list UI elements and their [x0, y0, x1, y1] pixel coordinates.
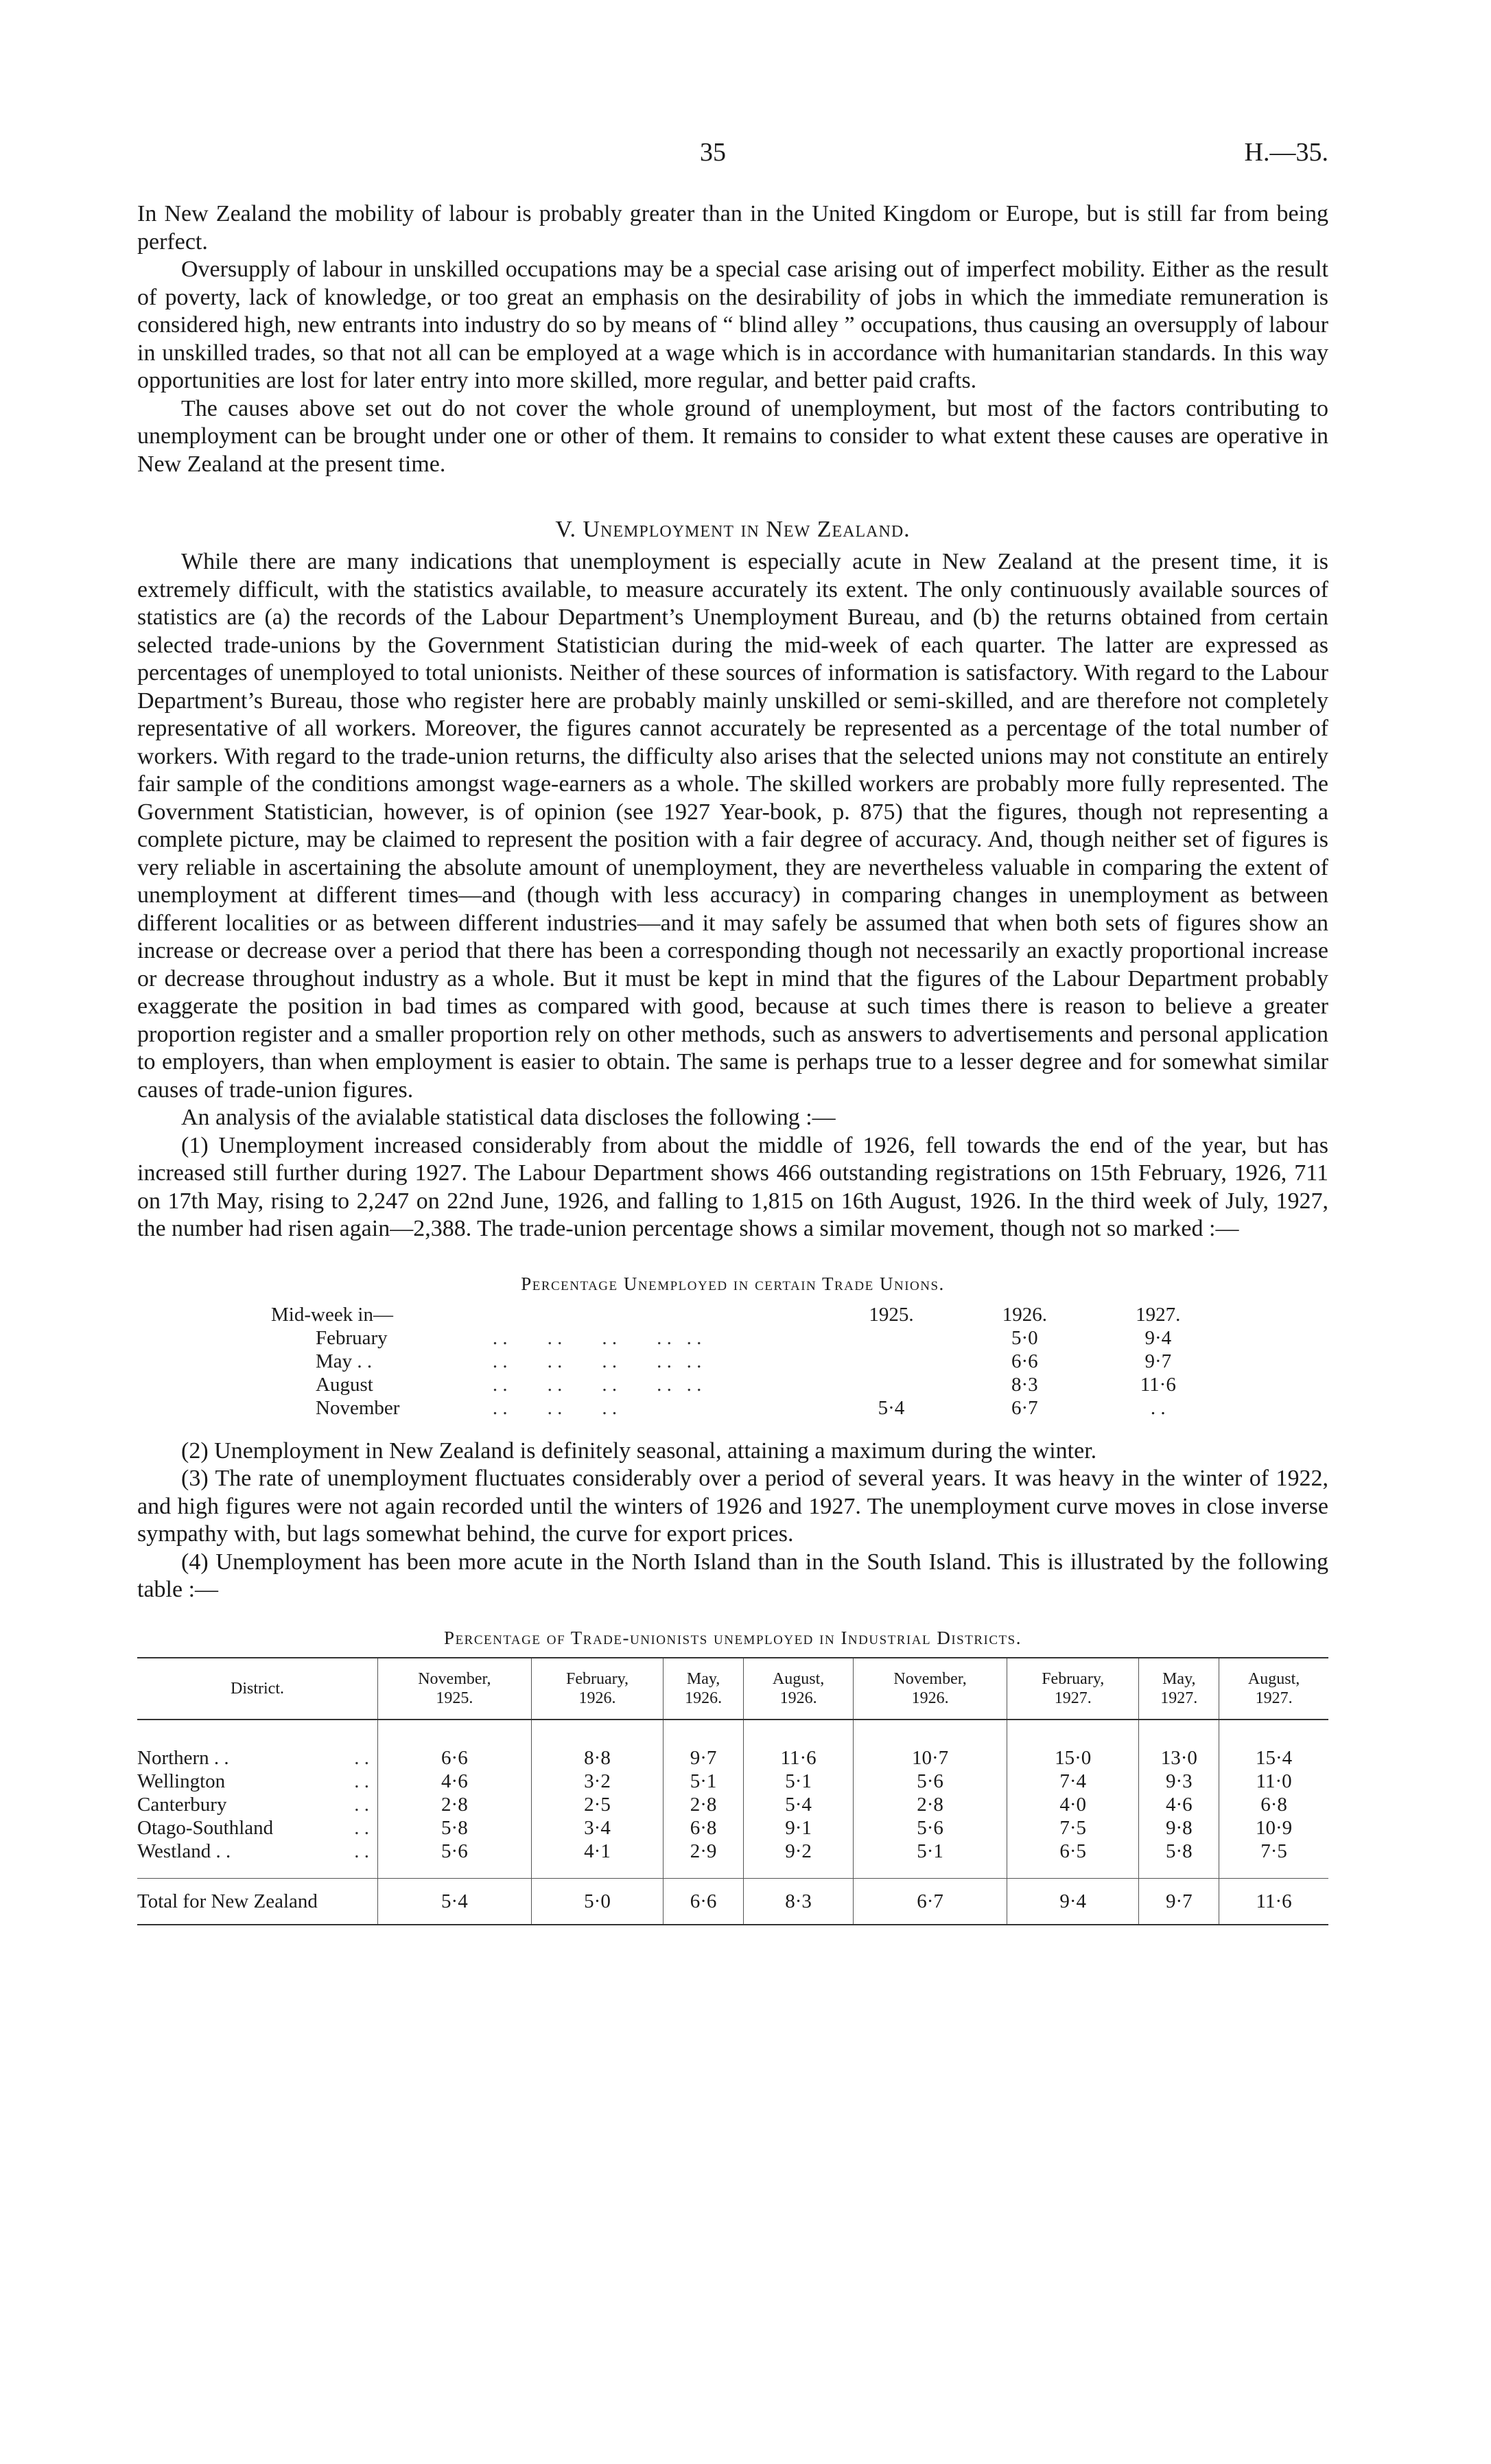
row-label: February [316, 1326, 388, 1349]
cell: 6·8 [1219, 1793, 1328, 1816]
spacer-row [137, 1863, 1328, 1879]
cell: 5·8 [1139, 1840, 1219, 1863]
table-row [271, 1326, 1225, 1350]
page-number: 35 [700, 138, 726, 167]
cell: 3·2 [531, 1770, 664, 1793]
cell: 7·5 [1219, 1840, 1328, 1863]
cell: 7·4 [1007, 1770, 1139, 1793]
cell: 5·6 [854, 1816, 1007, 1840]
cell: 6·6 [378, 1746, 532, 1770]
cell: 11·6 [1219, 1878, 1328, 1925]
cell [825, 1373, 958, 1396]
paragraph: While there are many indications that unemployment is especially acute in New Zealand at the present time, it is extremely difficult, with the statistics available, to measure accurately its extent. The only continuously available sources of statistics are (a) the records of the Labour Department’s Unemployment Bureau, and (b) the returns obtained from certain selected trade-unions by the Government Statistician during the mid-week of each quarter. The latter are expressed as percentages of unemployed to total unionists. Neither of these sources of information is satisfactory. With regard to the Labour Department’s Bureau, those who register here are probably mainly unskilled or semi-skilled, and are therefore not completely representative of all workers. Moreover, the figures cannot accurately be represented as a percentage of the total number of workers. With regard to the trade-union returns, the difficulty also arises that the selected unions may not constitute an entirely fair sample of the conditions amongst wage-earners as a whole. The skilled workers are probably more fully represented. The Government Statistician, however, is of opinion (see 1927 Year-book, p. 875) that the figures, though not representing a complete picture, may be claimed to represent the position with a fair degree of accuracy. And, though neither set of figures is very reliable in ascertaining the absolute amount of unemployment, they are nevertheless valuable in comparing the extent of unemployment at different times—and (though with less accuracy) in comparing changes in unemployment as between different localities or as between different industries—and it may safely be assumed that when both sets of figures show an increase or decrease over a period that there has been a corresponding though not necessarily an exactly proportional increase or decrease throughout industry as a whole. But it must be kept in mind that the figures of the Labour Department probably exaggerate the position in bad times as compared with good, because at such times there is reason to believe a greater proportion register and a smaller proportion rely on other methods, such as answers to advertisements and personal application to employers, than when employment is easier to obtain. The same is perhaps true to a lesser degree and for somewhat similar causes of trade-union figures. [137, 549, 1328, 1103]
table-row [137, 1770, 1328, 1793]
table-caption: Percentage Unemployed in certain Trade Unions. [521, 1273, 945, 1294]
cell [825, 1350, 958, 1373]
cell: 9·7 [664, 1746, 744, 1770]
district-name: Westland . . . . [137, 1840, 369, 1862]
table-row [271, 1373, 1225, 1396]
paragraph: (3) The rate of unemployment fluctuates considerably over a period of several years. It was heavy in the winter of 1922, and high figures were not again recorded until the winters of 1926 and 1927. The unemployment curve moves in close inverse sympathy with, but lags somewhat behind, the curve for export prices. [137, 1466, 1328, 1547]
cell [825, 1326, 958, 1350]
paragraph: In New Zealand the mobility of labour is probably greater than in the United Kingdom or Europe, but is still far from being perfect. [137, 201, 1328, 255]
column-header: November, 1925. [378, 1658, 532, 1720]
row-label: May . . [316, 1350, 373, 1372]
cell: 4·0 [1007, 1793, 1139, 1816]
cell: . . [1150, 1396, 1166, 1419]
paragraph: An analysis of the avialable statistical data discloses the following :— [181, 1105, 836, 1130]
column-header: District. [137, 1658, 378, 1720]
column-header: February, 1927. [1007, 1658, 1139, 1720]
section-heading: V. Unemployment in New Zealand. [555, 517, 911, 542]
total-row [137, 1878, 1328, 1925]
cell: 4·6 [378, 1770, 532, 1793]
dot-leader: . . . . . . . . . . [492, 1373, 702, 1396]
cell: 6·6 [1011, 1350, 1038, 1372]
district-name: Northern . . . . [137, 1746, 369, 1769]
cell: 9·2 [743, 1840, 853, 1863]
cell: 5·1 [743, 1770, 853, 1793]
cell: 6·5 [1007, 1840, 1139, 1863]
cell: 15·0 [1007, 1746, 1139, 1770]
cell: 5·4 [743, 1793, 853, 1816]
cell: 5·6 [854, 1770, 1007, 1793]
district-unemployment-table [137, 1657, 1328, 1925]
table-row [271, 1350, 1225, 1373]
cell: 11·0 [1219, 1770, 1328, 1793]
column-header: May, 1926. [664, 1658, 744, 1720]
cell: 5·8 [378, 1816, 532, 1840]
row-label: August [316, 1373, 373, 1396]
cell: 8·8 [531, 1746, 664, 1770]
cell: 9·1 [743, 1816, 853, 1840]
cell: 8·3 [743, 1878, 853, 1925]
cell: 9·8 [1139, 1816, 1219, 1840]
cell: 5·0 [531, 1878, 664, 1925]
cell: 11·6 [743, 1746, 853, 1770]
spacer-row [137, 1720, 1328, 1746]
cell: 2·8 [378, 1793, 532, 1816]
cell: 2·9 [664, 1840, 744, 1863]
cell: 4·6 [1139, 1793, 1219, 1816]
district-name: Total for New Zealand [137, 1878, 378, 1925]
paragraph: (2) Unemployment in New Zealand is definitely seasonal, attaining a maximum during the winter. [181, 1438, 1097, 1464]
column-header: February, 1926. [531, 1658, 664, 1720]
cell: 13·0 [1139, 1746, 1219, 1770]
table-header-row [271, 1303, 1225, 1326]
cell: 10·7 [854, 1746, 1007, 1770]
cell: 11·6 [1140, 1373, 1176, 1396]
cell: 10·9 [1219, 1816, 1328, 1840]
row-label: November [316, 1396, 400, 1419]
dot-leader: . . . . . . . . . . [492, 1326, 702, 1349]
document-page [137, 0, 1328, 2464]
cell: 5·1 [854, 1840, 1007, 1863]
document-reference: H.—35. [1244, 138, 1328, 167]
trade-union-unemployment-table [271, 1303, 1225, 1420]
table-row [137, 1840, 1328, 1863]
cell: 5·4 [378, 1878, 532, 1925]
paragraph: Oversupply of labour in unskilled occupations may be a special case arising out of imperfect mobility. Either as the result of poverty, lack of knowledge, or too great an emphasis on the desirability of jobs in which the immediate remuneration is considered high, new entrants into industry do so by means of “ blind alley ” occupations, thus causing an oversupply of labour in unskilled trades, so that not all can be employed at a wage which is in accordance with humanitarian standards. In this way opportunities are lost for later entry into more skilled, more regular, and better paid crafts. [137, 257, 1328, 393]
column-header: May, 1927. [1139, 1658, 1219, 1720]
cell: 9·7 [1139, 1878, 1219, 1925]
cell: 6·6 [664, 1878, 744, 1925]
cell: 15·4 [1219, 1746, 1328, 1770]
cell: 4·1 [531, 1840, 664, 1863]
cell: 2·8 [664, 1793, 744, 1816]
column-header: November, 1926. [854, 1658, 1007, 1720]
cell: 3·4 [531, 1816, 664, 1840]
cell: 7·5 [1007, 1816, 1139, 1840]
district-name: Canterbury . . [137, 1793, 369, 1816]
column-header: August, 1927. [1219, 1658, 1328, 1720]
cell: 9·4 [1144, 1326, 1172, 1349]
paragraph: The causes above set out do not cover the whole ground of unemployment, but most of the factors contributing to unemployment can be brought under one or other of them. It remains to consider to what extent these causes are operative in New Zealand at the present time. [137, 395, 1328, 477]
document-body [137, 200, 1328, 1925]
cell: 6·7 [1011, 1396, 1038, 1419]
cell: 5·4 [878, 1396, 905, 1419]
cell: 9·4 [1007, 1878, 1139, 1925]
table-caption: Percentage of Trade-unionists unemployed in Industrial Districts. [444, 1627, 1022, 1648]
table-header-row [137, 1658, 1328, 1720]
column-header: August, 1926. [743, 1658, 853, 1720]
row-header: Mid-week in— [271, 1303, 393, 1326]
dot-leader: . . . . . . . . . . [492, 1350, 702, 1372]
cell: 6·7 [854, 1878, 1007, 1925]
cell: 8·3 [1011, 1373, 1038, 1396]
district-name: Wellington . . [137, 1770, 369, 1792]
cell: 2·5 [531, 1793, 664, 1816]
column-header: 1927. [1136, 1303, 1181, 1326]
paragraph: (1) Unemployment increased considerably from about the middle of 1926, fell towards the end of the year, but has increased still further during 1927. The Labour Department shows 466 outstanding registrations on 15th February, 1926, 711 on 17th May, rising to 2,247 on 22nd June, 1926, and falling to 1,815 on 16th August, 1926. In the third week of July, 1927, the number had risen again—2,388. The trade-union percentage shows a similar movement, though not so marked :— [137, 1132, 1328, 1241]
cell: 2·8 [854, 1793, 1007, 1816]
cell: 9·7 [1144, 1350, 1172, 1372]
dot-leader: . . . . . . [492, 1396, 618, 1419]
cell: 5·6 [378, 1840, 532, 1863]
table-row [271, 1396, 1225, 1420]
cell: 5·0 [1011, 1326, 1038, 1349]
column-header: 1926. [1002, 1303, 1047, 1326]
table-row [137, 1816, 1328, 1840]
table-row [137, 1746, 1328, 1770]
paragraph: (4) Unemployment has been more acute in the North Island than in the South Island. This is illustrated by the following table :— [137, 1549, 1328, 1602]
cell: 6·8 [664, 1816, 744, 1840]
cell: 9·3 [1139, 1770, 1219, 1793]
column-header: 1925. [869, 1303, 914, 1326]
table-row [137, 1793, 1328, 1816]
district-name: Otago-Southland . . [137, 1816, 369, 1839]
cell: 5·1 [664, 1770, 744, 1793]
